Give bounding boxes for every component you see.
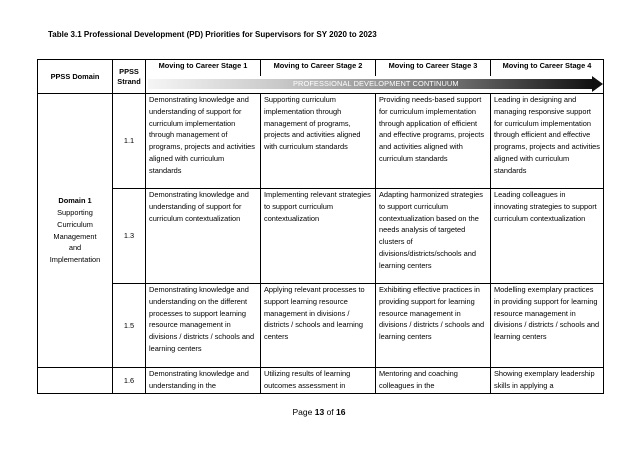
domain-name-line: Curriculum: [57, 219, 93, 229]
cell-text: Exhibiting effective practices in providing support for learning resource management in divisions / districts / schools and learning centers: [379, 285, 485, 342]
domain-name-line: Supporting: [57, 207, 93, 217]
cell-text: Showing exemplary leadership skills in applying a: [494, 369, 595, 390]
header-strand-line2: Strand: [117, 76, 141, 86]
cell-text: Leading colleagues in innovating strategies to support curriculum contextualization: [494, 190, 597, 223]
domain-name-line: Management: [53, 231, 97, 241]
table-row: [38, 189, 604, 284]
cell-text: Demonstrating knowledge and understanding in the: [149, 369, 249, 390]
strand-cell: 1.5: [113, 284, 146, 368]
cell-text: Adapting harmonized strategies to support curriculum contextualization based on the needs analysis of targeted clusters of divisions/districts/schools and learning centers: [379, 190, 483, 270]
table-cell: [261, 368, 376, 394]
table-cell: [491, 284, 604, 368]
page-number: 13: [314, 407, 325, 417]
empty-domain-cell: [38, 368, 113, 394]
header-ppss-domain: PPSS Domain: [38, 60, 113, 94]
pd-priorities-table: [37, 59, 604, 394]
cell-text: Mentoring and coaching colleagues in the: [379, 369, 458, 390]
header-stage-3: Moving to Career Stage 3: [376, 60, 491, 76]
header-ppss-strand: [113, 60, 146, 94]
table-cell: [376, 94, 491, 189]
page-word: Page: [292, 407, 313, 417]
continuum-cell: [146, 76, 604, 94]
header-strand-line1: PPSS: [119, 66, 139, 76]
cell-text: Applying relevant processes to support learning resource management in divisions / districts / schools and learning centers: [264, 285, 365, 342]
continuum-label: PROFESSIONAL DEVELOPMENT CONTINUUM: [293, 78, 459, 88]
strand-cell: 1.6: [113, 368, 146, 394]
table-row: [38, 94, 604, 189]
table-row: [38, 368, 604, 394]
table-cell: [146, 368, 261, 394]
table-cell: [376, 284, 491, 368]
page-footer: [0, 407, 638, 417]
domain-number: Domain 1: [58, 196, 92, 206]
cell-text: Demonstrating knowledge and understanding on the different processes to support learning resource management in divisions / districts / schools and learning centers: [149, 285, 255, 353]
table-row: [38, 284, 604, 368]
cell-text: Utilizing results of learning outcomes assessment in: [264, 369, 351, 390]
table-cell: [376, 368, 491, 394]
header-stage-4: Moving to Career Stage 4: [491, 60, 604, 76]
cell-text: Leading in designing and managing responsive support for curriculum implementation through efficient and effective programs, projects and activities aligned with curriculum standards: [494, 95, 600, 175]
strand-cell: 1.1: [113, 94, 146, 189]
table-cell: [146, 284, 261, 368]
table-caption: Table 3.1 Professional Development (PD) Priorities for Supervisors for SY 2020 to 2023: [48, 30, 377, 39]
of-word: of: [326, 407, 334, 417]
continuum-arrow: [148, 78, 603, 90]
total-pages: 16: [336, 407, 346, 417]
cell-text: Demonstrating knowledge and understanding of support for curriculum implementation through management of programs, projects and activities aligned with curriculum standards: [149, 95, 255, 175]
table-cell: [491, 94, 604, 189]
cell-text: Implementing relevant strategies to support curriculum contextualization: [264, 190, 371, 223]
header-stage-2: Moving to Career Stage 2: [261, 60, 376, 76]
cell-text: Providing needs-based support for curriculum implementation through application of efficient and effective programs, projects and activities aligned with curriculum standards: [379, 95, 485, 163]
table-cell: [376, 189, 491, 284]
arrow-head-icon: [592, 76, 603, 92]
table-cell: [261, 284, 376, 368]
table-cell: [146, 189, 261, 284]
strand-cell: 1.3: [113, 189, 146, 284]
table-cell: [491, 368, 604, 394]
domain-name-line: and: [68, 243, 82, 253]
cell-text: Modelling exemplary practices in providing support for learning resource management in divisions / districts / schools and learning centers: [494, 285, 600, 342]
cell-text: Demonstrating knowledge and understanding of support for curriculum contextualization: [149, 190, 249, 223]
cell-text: Supporting curriculum implementation through management of programs, projects and activities aligned with curriculum standards: [264, 95, 361, 152]
table-cell: [491, 189, 604, 284]
domain-name-line: Implementation: [49, 255, 101, 265]
header-row: [38, 60, 604, 76]
table-cell: [146, 94, 261, 189]
header-stage-1: Moving to Career Stage 1: [146, 60, 261, 76]
domain-cell: [38, 94, 113, 368]
table-cell: [261, 94, 376, 189]
table-cell: [261, 189, 376, 284]
